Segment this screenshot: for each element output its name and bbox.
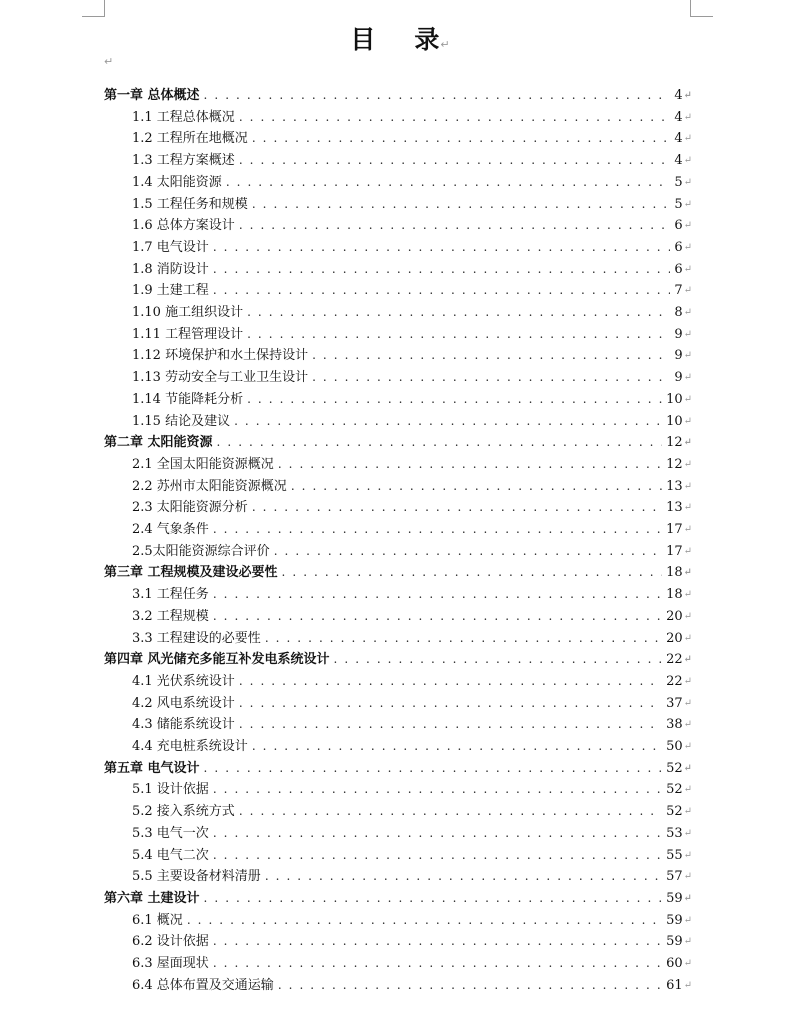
dot-leader <box>278 454 662 476</box>
toc-section-row[interactable] <box>132 259 692 281</box>
margin-corner-left <box>82 0 105 17</box>
paragraph-mark-icon: ↵ <box>683 871 692 883</box>
dot-leader <box>247 324 670 346</box>
toc-section-row[interactable] <box>132 541 692 563</box>
toc-entry-label: 4.1 光伏系统设计 <box>132 673 235 689</box>
toc-page-number: 22 <box>666 652 683 668</box>
paragraph-mark-icon: ↵ <box>683 654 692 666</box>
toc-page-number: 13 <box>666 500 683 516</box>
toc-section-row[interactable] <box>132 714 692 736</box>
dot-leader <box>213 779 662 801</box>
paragraph-mark-icon: ↵ <box>683 285 692 297</box>
toc-entry-label: 1.10 施工组织设计 <box>132 305 244 320</box>
toc-entry-label: 第二章 太阳能资源 <box>104 435 213 451</box>
toc-entry-label: 2.4 气象条件 <box>132 522 209 537</box>
toc-section-row[interactable] <box>132 454 692 476</box>
paragraph-mark-icon: ↵ <box>683 741 692 752</box>
toc-entry-label: 1.5 工程任务和规模 <box>132 196 248 212</box>
toc-entry-label: 1.4 太阳能资源 <box>132 174 222 190</box>
toc-page-number: 52 <box>666 782 683 798</box>
toc-entry-label: 1.15 结论及建议 <box>132 413 231 429</box>
toc-page-number: 59 <box>666 890 683 906</box>
toc-page-number: 38 <box>666 717 683 733</box>
paragraph-mark-icon: ↵ <box>683 133 692 145</box>
toc-page-number: 61 <box>666 977 683 993</box>
toc-entry-label: 6.2 设计依据 <box>132 934 209 950</box>
toc-entry-label: 3.3 工程建设的必要性 <box>132 630 261 646</box>
dot-leader <box>204 85 671 107</box>
toc-chapter-row[interactable] <box>104 758 692 780</box>
toc-page-number: 53 <box>666 825 683 841</box>
paragraph-mark-icon: ↵ <box>683 176 692 188</box>
paragraph-mark-icon: ↵ <box>683 979 692 991</box>
toc-page-number: 12 <box>666 435 683 451</box>
toc-entry-label: 3.2 工程规模 <box>132 608 209 624</box>
toc-section-row[interactable] <box>132 476 692 498</box>
toc-page-number: 6 <box>674 218 683 234</box>
toc-page-number: 9 <box>674 348 683 364</box>
toc-page-number: 50 <box>666 739 683 754</box>
toc-section-row[interactable] <box>132 367 692 389</box>
toc-entry-label: 1.1 工程总体概况 <box>132 109 235 125</box>
toc-page-number: 52 <box>666 804 683 820</box>
toc-chapter-row[interactable] <box>104 888 692 910</box>
toc-page-number: 57 <box>666 869 683 885</box>
toc-section-row[interactable] <box>132 519 692 541</box>
toc-page-number: 17 <box>666 543 683 559</box>
toc-section-row[interactable] <box>132 128 692 150</box>
toc-entry-label: 1.2 工程所在地概况 <box>132 131 248 147</box>
paragraph-mark-icon: ↵ <box>683 458 692 470</box>
toc-page-number: 60 <box>666 956 683 971</box>
dot-leader <box>247 302 670 324</box>
dot-leader <box>217 432 663 454</box>
toc-entry-label: 5.2 接入系统方式 <box>132 804 235 820</box>
dot-leader <box>213 259 671 281</box>
paragraph-mark-icon: ↵ <box>683 806 692 818</box>
toc-page-number: 52 <box>666 760 683 776</box>
toc-page-number: 59 <box>666 912 683 928</box>
paragraph-mark-icon: ↵ <box>683 415 692 427</box>
paragraph-mark-icon: ↵ <box>104 55 114 68</box>
toc-page-number: 4 <box>674 153 683 169</box>
dot-leader <box>213 280 671 302</box>
dot-leader <box>213 823 662 845</box>
toc-entry-label: 1.12 环境保护和水土保持设计 <box>132 348 309 364</box>
paragraph-mark-icon: ↵ <box>683 480 692 492</box>
dot-leader <box>334 649 663 671</box>
toc-entry-label: 1.11 工程管理设计 <box>132 326 244 342</box>
toc-entry-label: 1.7 电气设计 <box>132 239 209 255</box>
toc-entry-label: 第三章 工程规模及建设必要性 <box>104 565 278 581</box>
toc-page-number: 6 <box>674 261 683 277</box>
paragraph-mark-icon: ↵ <box>683 589 692 601</box>
paragraph-mark-icon: ↵ <box>683 198 692 210</box>
paragraph-mark-icon: ↵ <box>683 697 692 709</box>
toc-page-number: 20 <box>666 608 683 624</box>
toc-section-row[interactable] <box>132 606 692 628</box>
dot-leader <box>274 541 662 563</box>
paragraph-mark-icon: ↵ <box>683 328 692 340</box>
toc-page-number: 17 <box>666 522 683 537</box>
paragraph-mark-icon: ↵ <box>683 393 692 405</box>
toc-entry-label: 第四章 风光储充多能互补发电系统设计 <box>104 652 330 668</box>
dot-leader <box>213 584 662 606</box>
toc-page-number: 20 <box>666 630 683 646</box>
paragraph-mark-icon: ↵ <box>683 111 692 123</box>
dot-leader <box>278 975 662 997</box>
toc-section-row[interactable] <box>132 107 692 129</box>
toc-entry-label: 1.6 总体方案设计 <box>132 218 235 234</box>
paragraph-mark-icon: ↵ <box>683 675 692 687</box>
toc-entry-label: 1.3 工程方案概述 <box>132 153 235 169</box>
dot-leader <box>213 519 662 541</box>
toc-section-row[interactable] <box>132 693 692 715</box>
toc-section-row[interactable] <box>132 172 692 194</box>
dot-leader <box>213 845 662 867</box>
toc-page-number: 55 <box>666 847 683 863</box>
dot-leader <box>252 736 662 758</box>
toc-page-number: 5 <box>674 196 683 212</box>
toc-section-row[interactable] <box>132 628 692 650</box>
paragraph-mark-icon: ↵ <box>683 502 692 514</box>
dot-leader <box>239 150 671 172</box>
dot-leader <box>239 693 662 715</box>
toc-entry-label: 4.4 充电桩系统设计 <box>132 739 248 754</box>
dot-leader <box>213 931 662 953</box>
toc-section-row[interactable] <box>132 910 692 932</box>
toc-entry-label: 1.8 消防设计 <box>132 261 209 277</box>
toc-page-number: 8 <box>674 305 683 320</box>
toc-entry-label: 第六章 土建设计 <box>104 890 200 906</box>
dot-leader <box>234 411 662 433</box>
toc-entry-label: 5.3 电气一次 <box>132 825 209 841</box>
title-char-2: 录 <box>414 25 441 54</box>
toc-entry-label: 2.3 太阳能资源分析 <box>132 500 248 516</box>
toc-page-number: 13 <box>666 478 683 494</box>
dot-leader <box>265 866 662 888</box>
toc-page-number: 4 <box>674 88 683 103</box>
toc-section-row[interactable] <box>132 736 692 758</box>
dot-leader <box>239 107 671 129</box>
toc-chapter-row[interactable] <box>104 562 692 584</box>
dot-leader <box>312 367 670 389</box>
toc-entry-label: 1.14 节能降耗分析 <box>132 391 244 407</box>
toc-entry-label: 5.4 电气二次 <box>132 847 209 863</box>
paragraph-mark-icon: ↵ <box>440 38 451 51</box>
toc-section-row[interactable] <box>132 280 692 302</box>
dot-leader <box>252 497 662 519</box>
toc-entry-label: 2.2 苏州市太阳能资源概况 <box>132 478 287 494</box>
paragraph-mark-icon: ↵ <box>683 155 692 167</box>
paragraph-mark-icon: ↵ <box>683 827 692 839</box>
dot-leader <box>247 389 662 411</box>
toc-section-row[interactable] <box>132 215 692 237</box>
paragraph-mark-icon: ↵ <box>683 914 692 926</box>
paragraph-mark-icon: ↵ <box>683 307 692 318</box>
toc-page-number: 5 <box>674 174 683 190</box>
toc-section-row[interactable] <box>132 801 692 823</box>
toc-page-number: 7 <box>674 283 683 299</box>
dot-leader <box>239 801 662 823</box>
toc-section-row[interactable] <box>132 823 692 845</box>
toc-section-row[interactable] <box>132 975 692 997</box>
dot-leader <box>204 888 663 910</box>
toc-entry-label: 6.4 总体布置及交通运输 <box>132 977 274 993</box>
toc-page-number: 18 <box>666 587 683 603</box>
dot-leader <box>226 172 671 194</box>
dot-leader <box>213 953 662 975</box>
toc-entry-label: 2.1 全国太阳能资源概况 <box>132 456 274 472</box>
dot-leader <box>312 345 670 367</box>
toc-section-row[interactable] <box>132 497 692 519</box>
toc-section-row[interactable] <box>132 345 692 367</box>
toc-entry-label: 1.13 劳动安全与工业卫生设计 <box>132 370 309 386</box>
toc-section-row[interactable] <box>132 150 692 172</box>
toc-page-number: 10 <box>666 413 683 429</box>
toc-chapter-row[interactable] <box>104 649 692 671</box>
paragraph-mark-icon: ↵ <box>683 524 692 535</box>
toc-section-row[interactable] <box>132 866 692 888</box>
toc-entry-label: 6.1 概况 <box>132 912 183 928</box>
dot-leader <box>239 714 662 736</box>
toc-section-row[interactable] <box>132 931 692 953</box>
toc-entry-label: 第五章 电气设计 <box>104 760 200 776</box>
paragraph-mark-icon: ↵ <box>683 892 692 904</box>
toc-section-row[interactable] <box>132 324 692 346</box>
toc-page-number: 22 <box>666 673 683 689</box>
toc-page-number: 37 <box>666 695 683 711</box>
dot-leader <box>265 628 662 650</box>
paragraph-mark-icon: ↵ <box>683 437 692 449</box>
dot-leader <box>204 758 663 780</box>
paragraph-mark-icon: ↵ <box>683 263 692 275</box>
toc-page-number: 12 <box>666 456 683 472</box>
toc-page-number: 6 <box>674 239 683 255</box>
dot-leader <box>282 562 663 584</box>
paragraph-mark-icon: ↵ <box>683 220 692 232</box>
toc-section-row[interactable] <box>132 953 692 975</box>
toc-page-number: 9 <box>674 370 683 386</box>
toc-section-row[interactable] <box>132 411 692 433</box>
paragraph-mark-icon: ↵ <box>683 762 692 774</box>
toc-section-row[interactable] <box>132 671 692 693</box>
toc-section-row[interactable] <box>132 845 692 867</box>
paragraph-mark-icon: ↵ <box>683 610 692 622</box>
paragraph-mark-icon: ↵ <box>683 372 692 384</box>
toc-entry-label: 6.3 屋面现状 <box>132 956 209 971</box>
dot-leader <box>239 215 671 237</box>
toc-entry-label: 5.1 设计依据 <box>132 782 209 798</box>
toc-title <box>0 20 801 56</box>
toc-entry-label: 3.1 工程任务 <box>132 587 209 603</box>
paragraph-mark-icon: ↵ <box>683 567 692 579</box>
paragraph-mark-icon: ↵ <box>683 719 692 731</box>
paragraph-mark-icon: ↵ <box>683 936 692 948</box>
toc-entry-label: 1.9 土建工程 <box>132 283 209 299</box>
dot-leader <box>291 476 662 498</box>
toc-entry-label: 5.5 主要设备材料清册 <box>132 869 261 885</box>
toc-section-row[interactable] <box>132 237 692 259</box>
paragraph-mark-icon: ↵ <box>683 958 692 969</box>
dot-leader <box>252 128 671 150</box>
toc-section-row[interactable] <box>132 389 692 411</box>
toc-section-row[interactable] <box>132 302 692 324</box>
margin-corner-right <box>690 0 713 17</box>
dot-leader <box>252 194 671 216</box>
paragraph-mark-icon: ↵ <box>683 241 692 253</box>
dot-leader <box>187 910 662 932</box>
toc-page-number: 4 <box>674 131 683 147</box>
paragraph-mark-icon: ↵ <box>683 632 692 644</box>
dot-leader <box>213 606 662 628</box>
toc-page-number: 10 <box>666 391 683 407</box>
toc-page-number: 18 <box>666 565 683 581</box>
toc-chapter-row[interactable] <box>104 432 692 454</box>
toc-section-row[interactable] <box>132 584 692 606</box>
toc-page-number: 9 <box>674 326 683 342</box>
paragraph-mark-icon: ↵ <box>683 849 692 861</box>
dot-leader <box>213 237 671 259</box>
toc-entry-label: 4.3 储能系统设计 <box>132 717 235 733</box>
toc-entry-label: 第一章 总体概述 <box>104 88 200 103</box>
paragraph-mark-icon: ↵ <box>683 90 692 101</box>
paragraph-mark-icon: ↵ <box>683 350 692 362</box>
paragraph-mark-icon: ↵ <box>683 545 692 557</box>
toc-page-number: 59 <box>666 934 683 950</box>
toc-entry-label: 2.5太阳能资源综合评价 <box>132 543 270 559</box>
toc-section-row[interactable] <box>132 779 692 801</box>
toc-entry-label: 4.2 风电系统设计 <box>132 695 235 711</box>
paragraph-mark-icon: ↵ <box>683 784 692 796</box>
toc-page-number: 4 <box>674 109 683 125</box>
dot-leader <box>239 671 662 693</box>
toc-section-row[interactable] <box>132 194 692 216</box>
title-char-1: 目 <box>350 25 377 54</box>
toc-chapter-row[interactable] <box>104 85 692 107</box>
